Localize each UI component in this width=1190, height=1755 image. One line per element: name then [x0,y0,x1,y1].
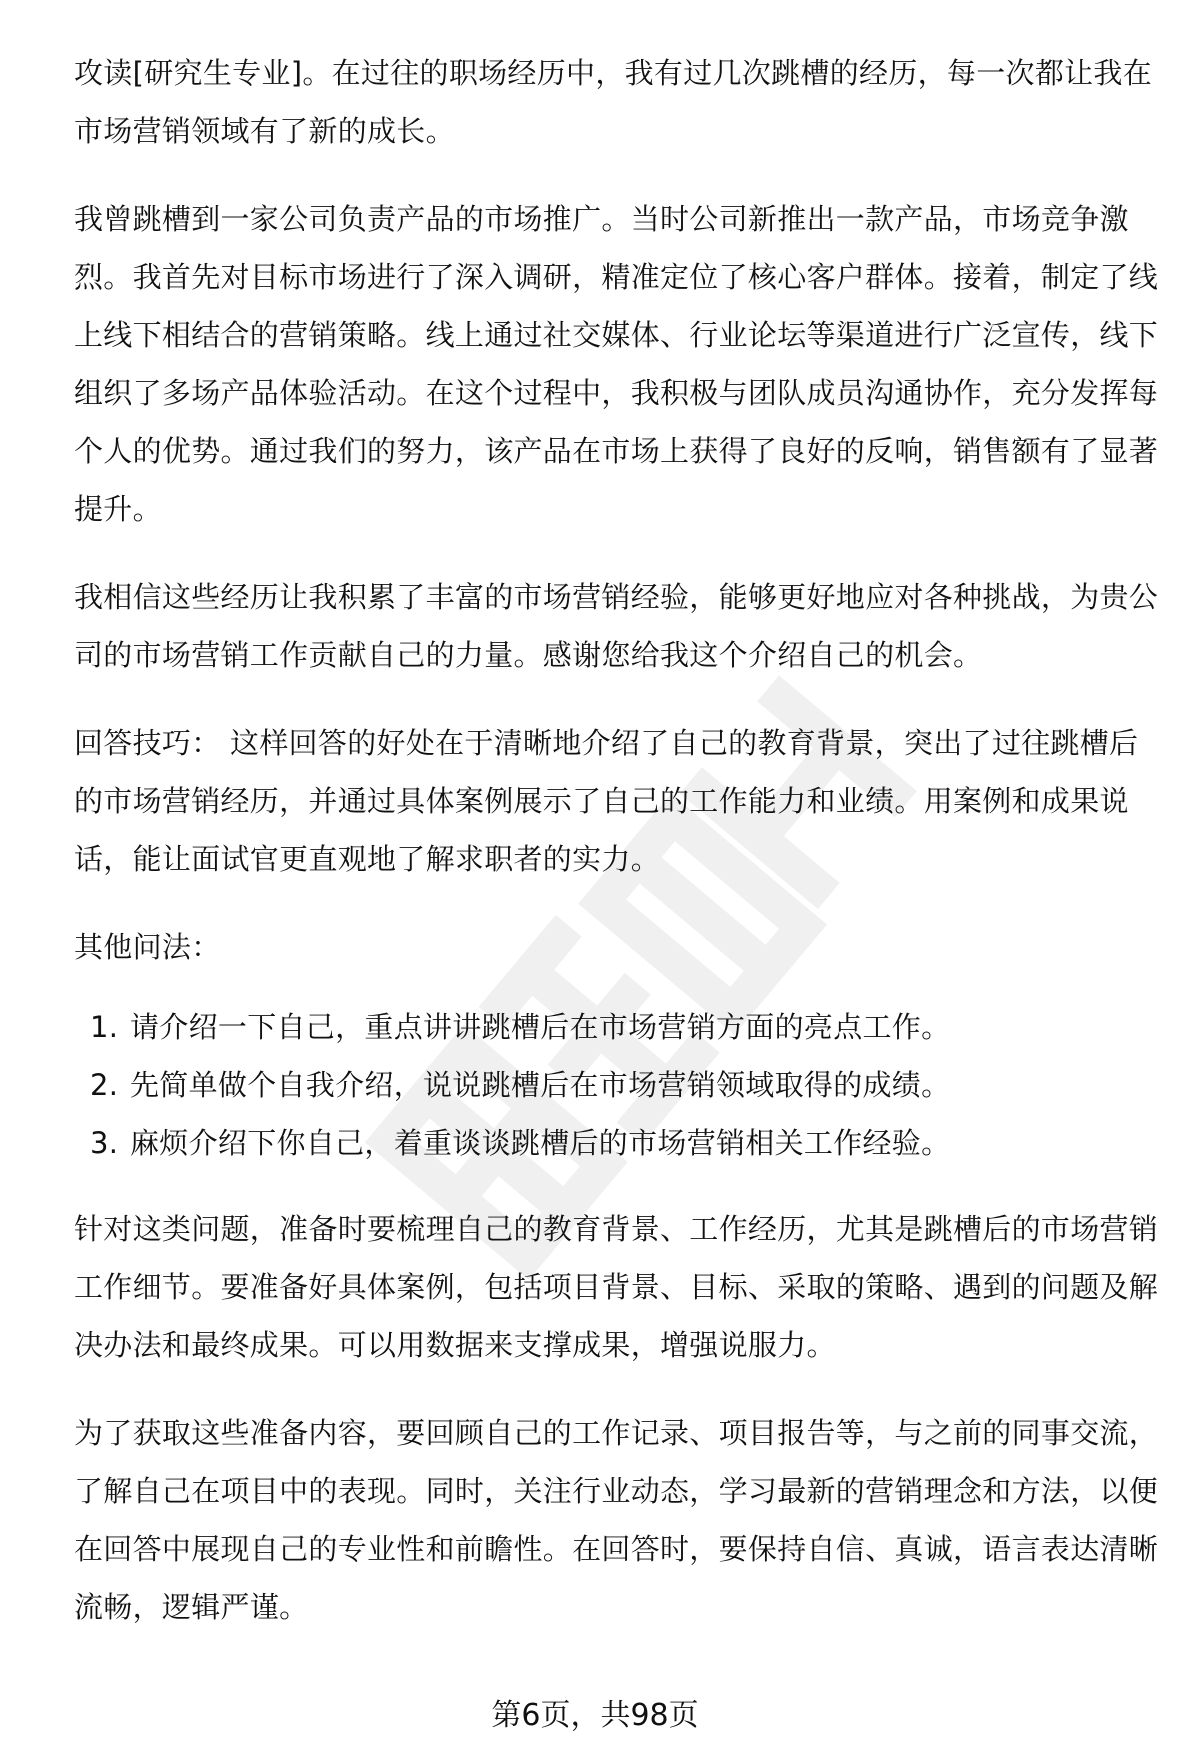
list-item-number: 2. [90,1068,119,1102]
paragraph-case-study: 我曾跳槽到一家公司负责产品的市场推广。当时公司新推出一款产品，市场竞争激烈。我首先对目标市场进行了深入调研，精准定位了核心客户群体。接着，制定了线上线下相结合的营销策略。线上通过社交媒体、行业论坛等渠道进行广泛宣传，线下组织了多场产品体验活动。在这个过程中，我积极与团队成员沟通协作，充分发挥每个人的优势。通过我们的努力，该产品在市场上获得了良好的反响，销售额有了显著提升。 [74,202,1159,526]
list-item [74,1114,1166,1172]
page-number: 第6页，共98页 [491,1698,699,1733]
list-item [74,998,1166,1056]
paragraph-answer-tips: 回答技巧： 这样回答的好处在于清晰地介绍了自己的教育背景，突出了过往跳槽后的市场营销经历，并通过具体案例展示了自己的工作能力和业绩。用案例和成果说话，能让面试官更直观地了解求职者的实力。 [74,726,1139,876]
paragraph-closing: 我相信这些经历让我积累了丰富的市场营销经验，能够更好地应对各种挑战，为贵公司的市场营销工作贡献自己的力量。感谢您给我这个介绍自己的机会。 [74,580,1159,672]
list-item-text: 先简单做个自我介绍，说说跳槽后在市场营销领域取得的成绩。 [130,1068,951,1102]
document-body [74,44,1166,1636]
other-questions-list [74,998,1166,1172]
other-questions-heading: 其他问法： [74,930,221,964]
paragraph-preparation: 针对这类问题，准备时要梳理自己的教育背景、工作经历，尤其是跳槽后的市场营销工作细节。要准备好具体案例，包括项目背景、目标、采取的策略、遇到的问题及解决办法和最终成果。可以用数据来支撑成果，增强说服力。 [74,1212,1159,1362]
list-item-number: 1. [90,1010,119,1044]
list-item-text: 请介绍一下自己，重点讲讲跳槽后在市场营销方面的亮点工作。 [130,1010,951,1044]
list-item-text: 麻烦介绍下你自己，着重谈谈跳槽后的市场营销相关工作经验。 [130,1126,951,1160]
paragraph-education: 攻读[研究生专业]。在过往的职场经历中，我有过几次跳槽的经历，每一次都让我在市场营销领域有了新的成长。 [74,56,1153,148]
paragraph-gathering: 为了获取这些准备内容，要回顾自己的工作记录、项目报告等，与之前的同事交流，了解自己在项目中的表现。同时，关注行业动态，学习最新的营销理念和方法，以便在回答中展现自己的专业性和前瞻性。在回答时，要保持自信、真诚，语言表达清晰流畅，逻辑严谨。 [74,1416,1159,1624]
list-item-number: 3. [90,1126,119,1160]
list-item [74,1056,1166,1114]
